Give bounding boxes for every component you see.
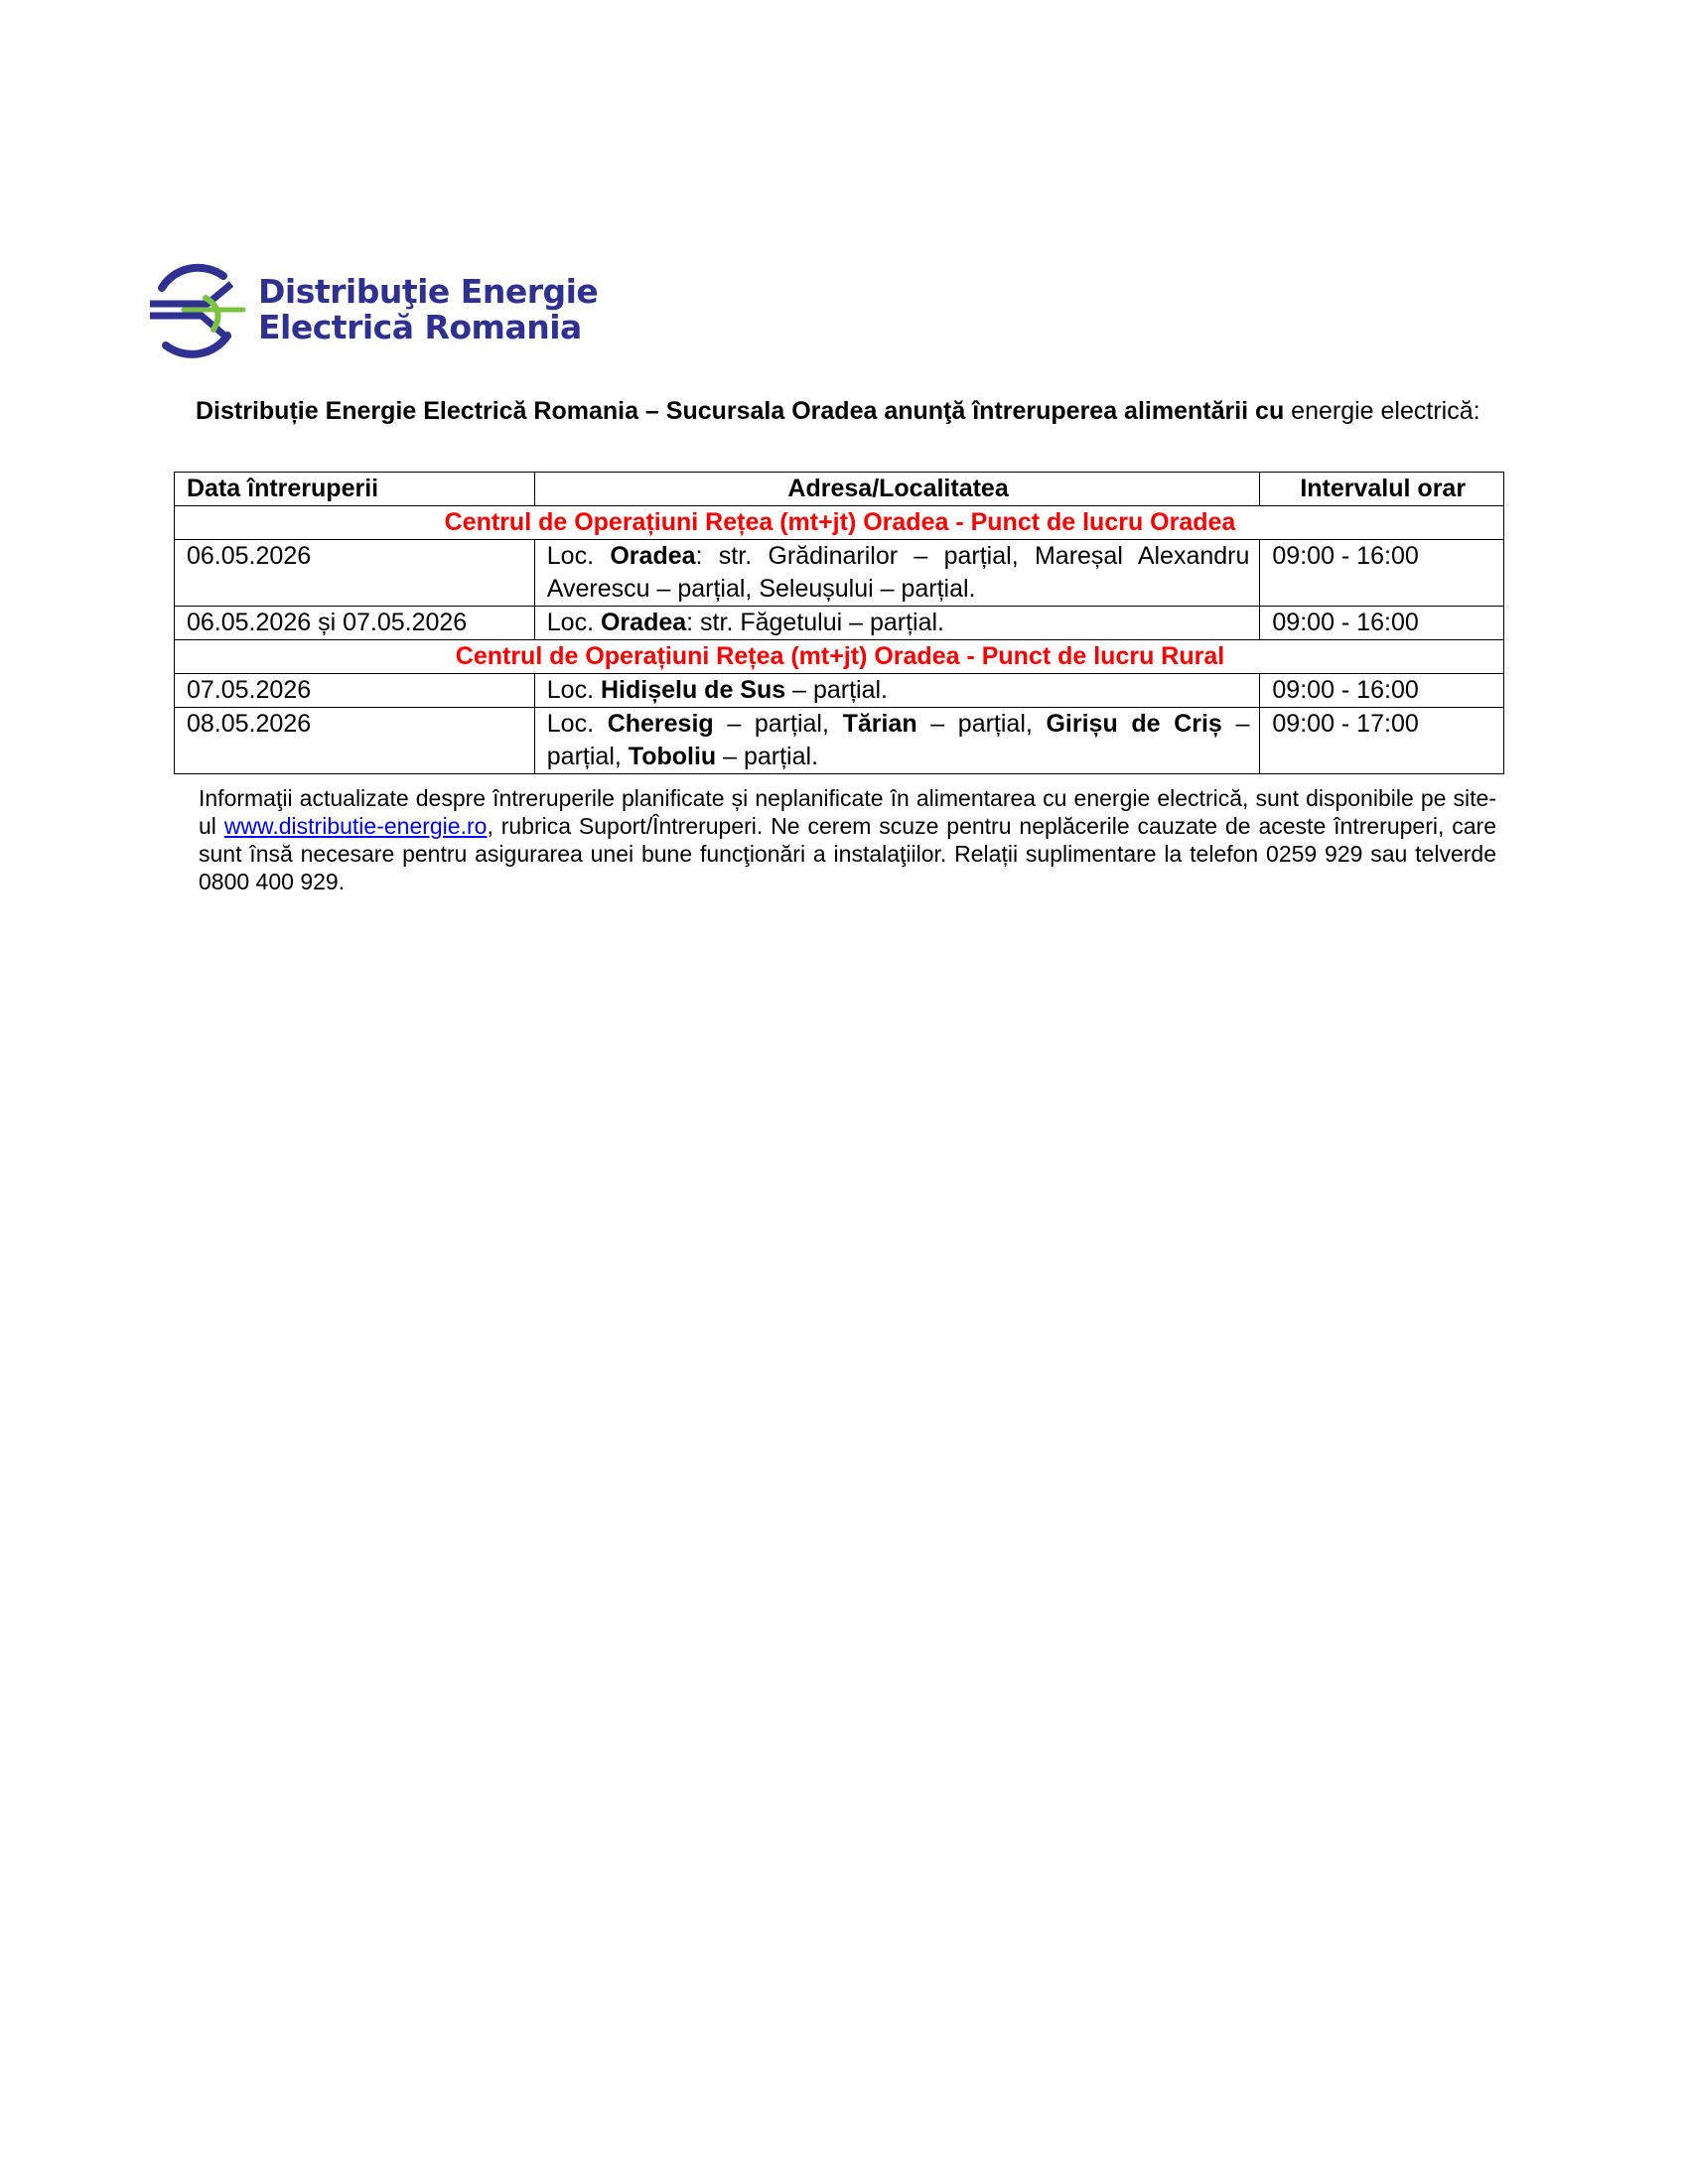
address-end: .: [811, 743, 819, 770]
cell-date: 06.05.2026 și 07.05.2026: [175, 607, 535, 640]
partial-suffix: – parțial: [716, 743, 812, 770]
announcement-intro: [196, 395, 1496, 428]
header-interval: Intervalul orar: [1260, 473, 1504, 506]
cell-address: [534, 607, 1260, 640]
website-link[interactable]: www.distributie-energie.ro: [223, 813, 488, 839]
table-row: [175, 607, 1504, 640]
header-date: Data întreruperii: [175, 473, 535, 506]
cell-interval: 09:00 - 16:00: [1260, 674, 1504, 708]
partial-suffix: – parțial: [916, 710, 1026, 738]
place-name: Cheresig: [607, 710, 714, 738]
loc-prefix: Loc.: [546, 609, 601, 636]
table-header-row: [175, 473, 1504, 506]
footer-text-start: Informaţii actualizate despre întreruperile planificate și neplanificate în alimentarea cu energie electrică, sunt disponibile pe site-ul: [199, 785, 1496, 839]
logo-line-1: Distribuţie Energie: [258, 272, 599, 311]
loc-prefix: Loc.: [546, 676, 601, 704]
announcement-title: Distribuție Energie Electrică Romania – Sucursala Oradea anunţă întreruperea alimentării cu: [196, 397, 1285, 425]
section-title: Centrul de Operațiuni Rețea (mt+jt) Oradea - Punct de lucru Rural: [175, 640, 1504, 674]
address-details: : str. Făgetului – parțial.: [686, 609, 945, 636]
place-name: Tărian: [842, 710, 917, 738]
cell-interval: 09:00 - 16:00: [1260, 607, 1504, 640]
cell-interval: 09:00 - 16:00: [1260, 540, 1504, 607]
loc-prefix: Loc.: [546, 710, 608, 738]
logo-emblem-icon: [144, 260, 253, 359]
address-details: – parțial.: [785, 676, 888, 704]
outage-table: [174, 472, 1504, 774]
place-name: Girișu de Criș: [1046, 710, 1222, 738]
separator: ,: [1025, 710, 1047, 738]
cell-address: [534, 540, 1260, 607]
cell-interval: 09:00 - 17:00: [1260, 708, 1504, 774]
section-title: Centrul de Operațiuni Rețea (mt+jt) Oradea - Punct de lucru Oradea: [175, 506, 1504, 540]
header-address: Adresa/Localitatea: [534, 473, 1260, 506]
address-details: : str. Grădinarilor – parțial, Mareșal Alexandru Averescu – parțial, Seleușului – parțial.: [546, 542, 1250, 603]
announcement-title-end: energie electrică:: [1284, 397, 1480, 425]
place-name: Oradea: [600, 609, 687, 636]
cell-date: 06.05.2026: [175, 540, 535, 607]
separator: ,: [614, 743, 629, 770]
table-row: [175, 540, 1504, 607]
logo-line-2: Electrică Romania: [258, 308, 582, 346]
footer-text-end: , rubrica Suport/Întreruperi. Ne cerem scuze pentru neplăcerile cauzate de aceste întreruperi, care sunt însă necesare pentru asigurarea unei bune funcţionări a instalaţiilor. Relații suplimentare la telefon 0259 929 sau telverde 0800 400 929.: [199, 813, 1496, 894]
cell-address: [534, 708, 1260, 774]
cell-date: 07.05.2026: [175, 674, 535, 708]
place-name: Toboliu: [628, 743, 717, 770]
separator: ,: [821, 710, 843, 738]
section-row: [175, 506, 1504, 540]
place-name: Oradea: [610, 542, 696, 570]
partial-suffix: – parțial: [713, 710, 822, 738]
cell-date: 08.05.2026: [175, 708, 535, 774]
loc-prefix: Loc.: [546, 542, 611, 570]
company-logo: [144, 260, 599, 359]
section-row: [175, 640, 1504, 674]
table-row: [175, 674, 1504, 708]
place-name: Hidișelu de Sus: [600, 676, 786, 704]
cell-address: [534, 674, 1260, 708]
table-row: [175, 708, 1504, 774]
partial-suffix: – parțial: [546, 710, 1250, 770]
footer-note: [199, 784, 1496, 895]
logo-wordmark: [258, 274, 598, 345]
